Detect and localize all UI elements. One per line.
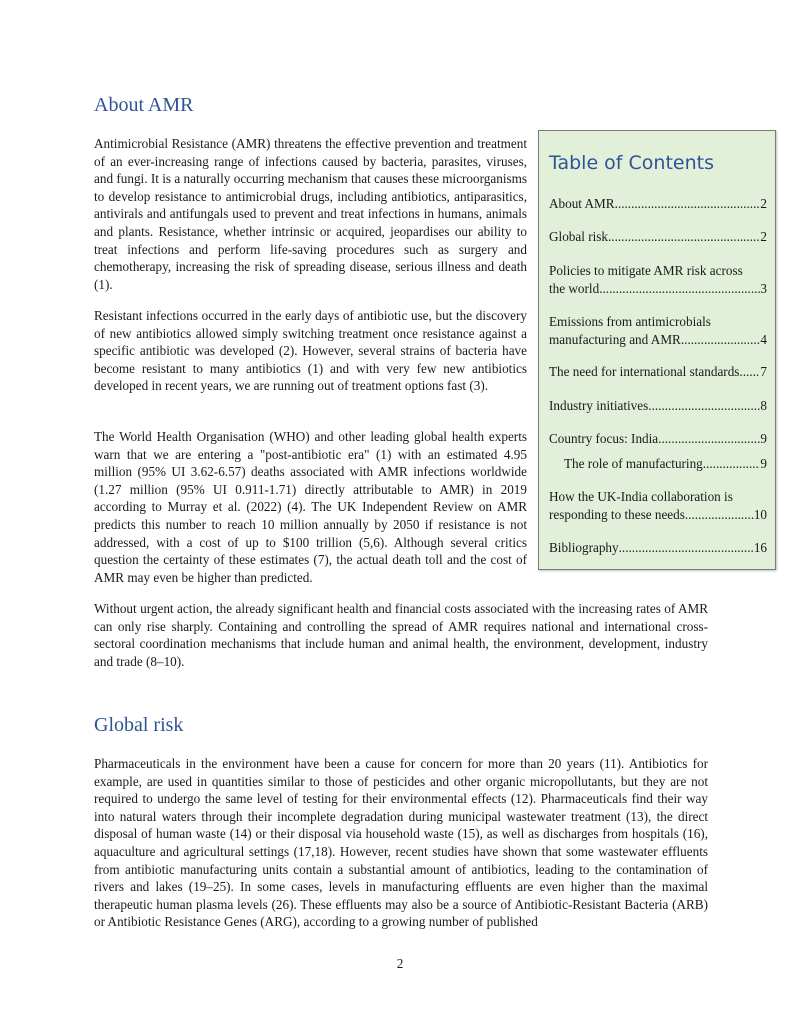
about-amr-paragraph-4: Without urgent action, the already significant health and financial costs associated with the increasing rates of AMR can only rise sharply. Containing and controlling the spread of AMR requires national and international cross-sectoral coordination mechanisms that include human and animal health, the environment, development, industry and trade (8–10).	[94, 601, 708, 669]
toc-entry-label: Global risk	[549, 229, 608, 244]
toc-entry-industry-initiatives[interactable]	[549, 397, 767, 415]
toc-entry-label-line1: How the UK-India collaboration is	[549, 489, 733, 504]
toc-entry-label: manufacturing and AMR	[549, 331, 681, 347]
toc-entry-bibliography[interactable]	[549, 539, 767, 557]
toc-entry-label: responding to these needs	[549, 506, 685, 522]
about-amr-paragraph-3: The World Health Organisation (WHO) and other leading global health experts warn that we are entering a "post-antibiotic era" (1) with an estimated 4.95 million (95% UI 3.62-6.57) deaths associated with AMR infections worldwide (1.27 million (95% UI 0.911-1.71) directly attributable to AMR) in 2019 according to Murray et al. (2022) (4). The UK Independent Review on AMR predicts this number to reach 10 million annually by 2050 if resistance is not addressed, with a cost of up to $100 trillion (5,6). Although several critics question the certainty of these estimates (7), the actual death toll and the cost of AMR may even be higher than predicted.	[94, 429, 527, 585]
toc-entry-page: 3	[760, 280, 767, 296]
toc-entry-label: About AMR	[549, 196, 615, 211]
toc-entry-label-line1: Emissions from antimicrobials	[549, 314, 711, 329]
toc-entry-page: 7	[760, 364, 767, 379]
about-amr-paragraph-1: Antimicrobial Resistance (AMR) threatens the effective prevention and treatment of an ever-increasing range of infections caused by bacteria, parasites, viruses, and fungi. It is a naturally occurring mechanism that causes these microorganisms to develop resistance to antimicrobial drugs, including antibiotics, antiparasitics, antivirals and antifungals used to prevent and treat infections in humans, animals and plants. Resistance, whether intrinsic or acquired, jeopardises our ability to treat infections and perform life-saving procedures such as surgery and chemotherapy, increasing the risk of spreading disease, serious illness and death (1).	[94, 136, 527, 292]
toc-entry-global-risk[interactable]	[549, 228, 767, 246]
section-heading-about-amr: About AMR	[94, 94, 194, 116]
toc-entry-international-standards[interactable]	[549, 363, 767, 381]
toc-entry-page: 10	[753, 506, 767, 522]
toc-entry-country-focus-india[interactable]	[549, 430, 767, 448]
toc-entry-page: 9	[760, 456, 767, 471]
toc-entry-label: The role of manufacturing	[564, 456, 703, 471]
toc-entry-label: Bibliography	[549, 540, 619, 555]
toc-entry-uk-india-collaboration[interactable]	[549, 488, 767, 523]
global-risk-paragraph-1: Pharmaceuticals in the environment have been a cause for concern for more than 20 years (11). Antibiotics for example, are used in quantities similar to those of pesticides and other organic micropollutants, but they are not required to undergo the same level of testing for their environmental effects (12). Pharmaceuticals find their way into natural waters through their incomplete degradation during municipal wastewater treatment (13), the direct disposal of human waste (14) or their disposal via household waste (15), as well as discharges from hospitals (16), aquaculture and agricultural settings (17,18). However, recent studies have shown that some wastewater effluents from antibiotic manufacturing units contain a substantial amount of antibiotics, leading to the contamination of rivers and lakes (19–25). In some cases, levels in manufacturing effluents are even higher than the maximal therapeutic human plasma levels (26). These effluents may also be a source of Antibiotic-Resistant Bacteria (ARB) or Antibiotic Resistance Genes (ARG), according to a growing number of published	[94, 756, 708, 930]
toc-entry-role-of-manufacturing[interactable]	[564, 455, 767, 473]
toc-entry-page: 16	[753, 540, 767, 555]
toc-entry-policies[interactable]	[549, 262, 767, 297]
toc-entry-label: the world	[549, 280, 600, 296]
page-number: 2	[396, 956, 404, 971]
toc-entry-about-amr[interactable]	[549, 195, 767, 213]
toc-entry-page: 8	[760, 398, 767, 413]
toc-entry-page: 9	[760, 431, 767, 446]
toc-entry-label: The need for international standards	[549, 364, 740, 379]
about-amr-paragraph-2: Resistant infections occurred in the early days of antibiotic use, but the discovery of new antibiotics allowed simply switching treatment once resistance against a specific antibiotic was developed (2). However, several strains of bacteria have become resistant to many antibiotics (1) and with very few new antibiotics developed in recent years, we are running out of treatment options fast (3).	[94, 308, 527, 394]
table-of-contents	[538, 130, 776, 570]
toc-entry-page: 2	[760, 229, 767, 244]
toc-entry-label: Country focus: India	[549, 431, 659, 446]
toc-entry-page: 2	[760, 196, 767, 211]
toc-entry-label-line1: Policies to mitigate AMR risk across	[549, 263, 743, 278]
toc-entry-emissions[interactable]	[549, 313, 767, 348]
toc-entry-page: 4	[760, 331, 767, 347]
toc-entry-label: Industry initiatives	[549, 398, 649, 413]
section-heading-global-risk: Global risk	[94, 714, 184, 736]
toc-title: Table of Contents	[549, 152, 714, 174]
